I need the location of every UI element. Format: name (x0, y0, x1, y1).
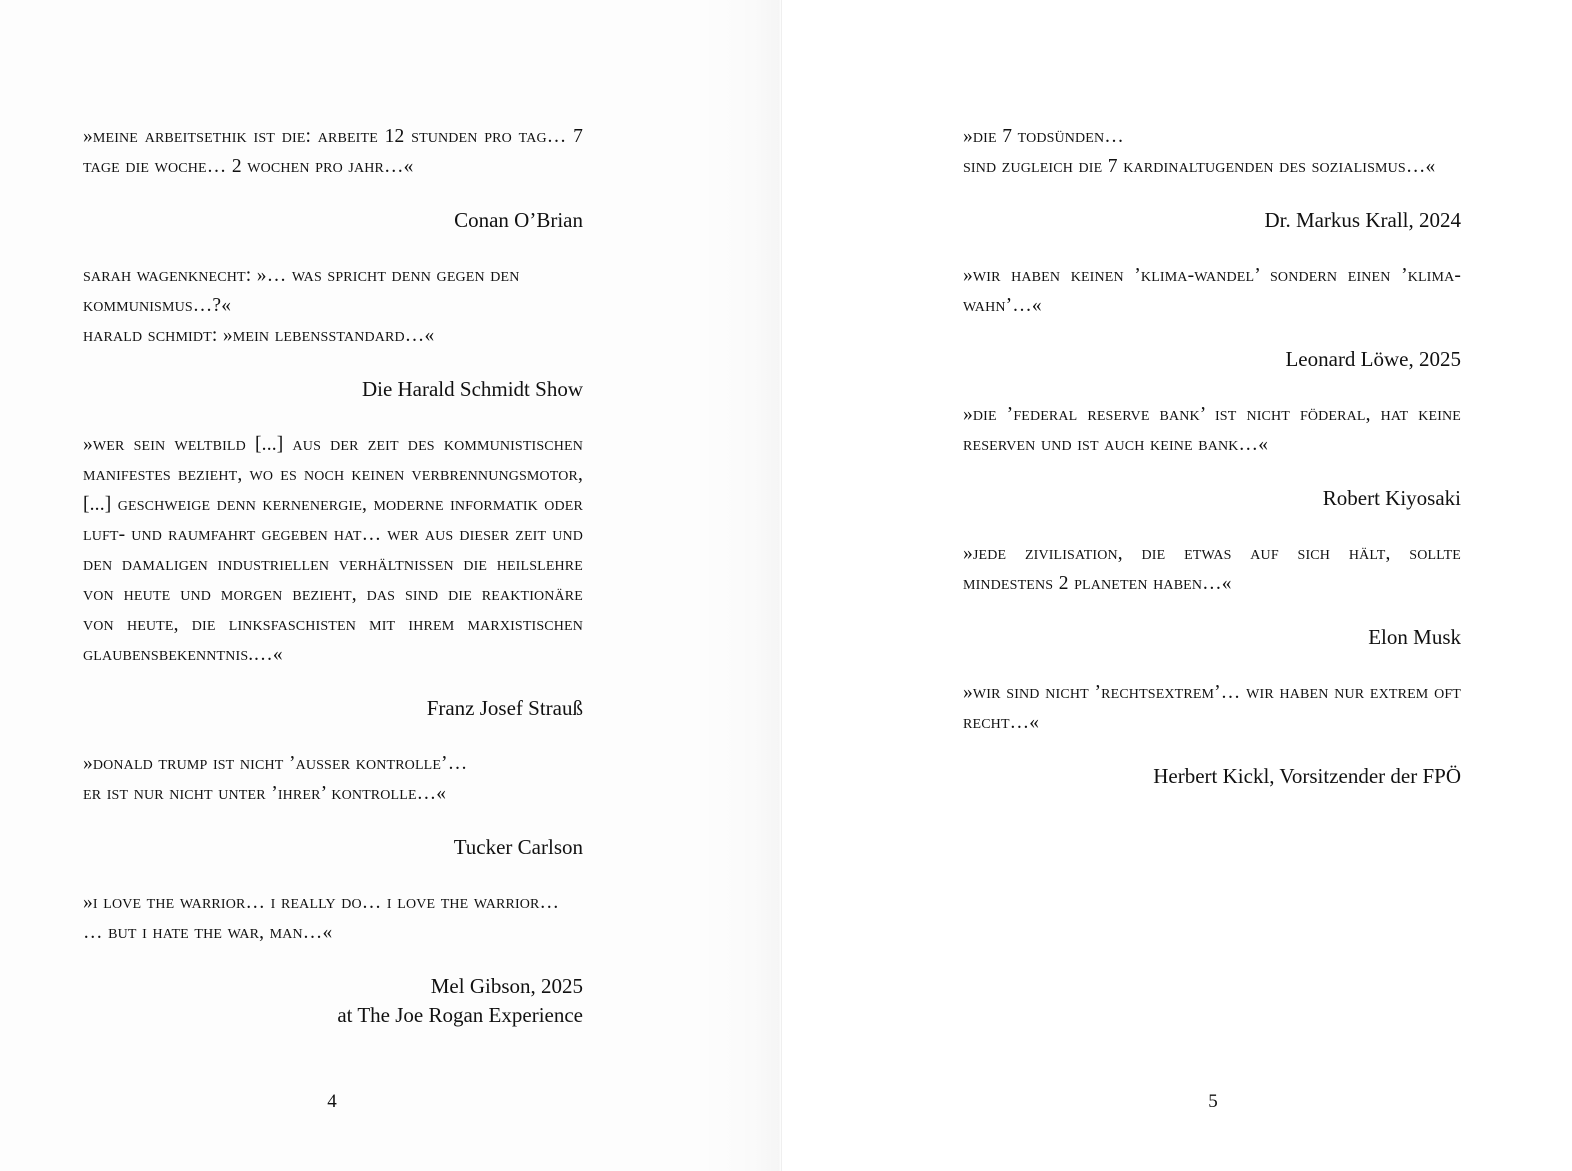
left-page-text-column (83, 122, 583, 1056)
quote-block (83, 888, 583, 1030)
right-page-text-column (963, 122, 1461, 817)
attribution-line: Elon Musk (1368, 625, 1461, 649)
quote-text: »wer sein weltbild [...] aus der zeit des kommunistischen manifestes bezieht, wo es noch keinen verbrennungsmotor, [...] geschweige denn kernenergie, moderne informatik oder luft- und raumfahrt gegeben hat… wer aus dieser zeit und den damaligen industriellen verhältnissen die heilslehre von heute und morgen bezieht, das sind die reaktionäre von heute, die linksfaschisten mit ihrem marxistischen glaubensbekenntnis.…« (83, 434, 583, 665)
quote-text: »i love the warrior… i really do… i love the warrior… (83, 892, 560, 913)
quote-attribution (963, 623, 1461, 652)
quote-block (963, 122, 1461, 235)
quote-text: … but i hate the war, man…« (83, 922, 333, 943)
attribution-line: at The Joe Rogan Experience (337, 1003, 583, 1027)
quote-block (963, 261, 1461, 374)
quote-text: »jede zivilisation, die etwas auf sich hält, sollte mindestens 2 planeten haben…« (963, 543, 1461, 594)
quote-attribution (83, 833, 583, 862)
attribution-line: Conan O’Brian (454, 208, 583, 232)
quote-attribution (83, 972, 583, 1030)
quote-block (963, 400, 1461, 513)
quote-text: »wir sind nicht ’rechtsextrem’… wir haben nur extrem oft recht…« (963, 682, 1461, 733)
attribution-line: Tucker Carlson (453, 835, 583, 859)
attribution-line: Die Harald Schmidt Show (361, 377, 583, 401)
quote-text: »meine arbeitsethik ist die: arbeite 12 stunden pro tag… 7 tage die woche… 2 wochen pro jahr…« (83, 126, 583, 177)
quote-text: harald schmidt: »mein lebensstandard…« (83, 325, 435, 346)
quote-block (83, 261, 583, 404)
quote-text: sind zugleich die 7 kardinaltugenden des sozialismus…« (963, 156, 1436, 177)
attribution-line: Dr. Markus Krall, 2024 (1264, 208, 1461, 232)
quote-attribution (83, 206, 583, 235)
attribution-line: Franz Josef Strauß (426, 696, 583, 720)
quote-block (83, 749, 583, 862)
page-number-right: 5 (1208, 1091, 1218, 1112)
attribution-line: Mel Gibson, 2025 (430, 974, 583, 998)
attribution-line: Herbert Kickl, Vorsitzender der FPÖ (1153, 764, 1461, 788)
quote-attribution (963, 484, 1461, 513)
quote-attribution (963, 206, 1461, 235)
quote-block (963, 678, 1461, 791)
quote-block (963, 539, 1461, 652)
quote-text: »die ’federal reserve bank’ ist nicht föderal, hat keine reserven und ist auch keine bank…« (963, 404, 1461, 455)
quote-text: sarah wagenknecht: »… was spricht denn gegen den kommunismus…?« (83, 265, 520, 316)
quote-text: »wir haben keinen ’klima-wandel’ sondern einen ’klima-wahn’…« (963, 265, 1461, 316)
quote-block (83, 122, 583, 235)
page-number-left: 4 (327, 1091, 337, 1112)
quote-text: er ist nur nicht unter ’ihrer’ kontrolle…« (83, 783, 447, 804)
attribution-line: Leonard Löwe, 2025 (1285, 347, 1461, 371)
quote-attribution (963, 345, 1461, 374)
quote-text: »donald trump ist nicht ’ausser kontrolle’… (83, 753, 468, 774)
quote-block (83, 430, 583, 723)
quote-attribution (83, 375, 583, 404)
attribution-line: Robert Kiyosaki (1322, 486, 1461, 510)
quote-attribution (83, 694, 583, 723)
quote-attribution (963, 762, 1461, 791)
quote-text: »die 7 todsünden… (963, 126, 1124, 147)
